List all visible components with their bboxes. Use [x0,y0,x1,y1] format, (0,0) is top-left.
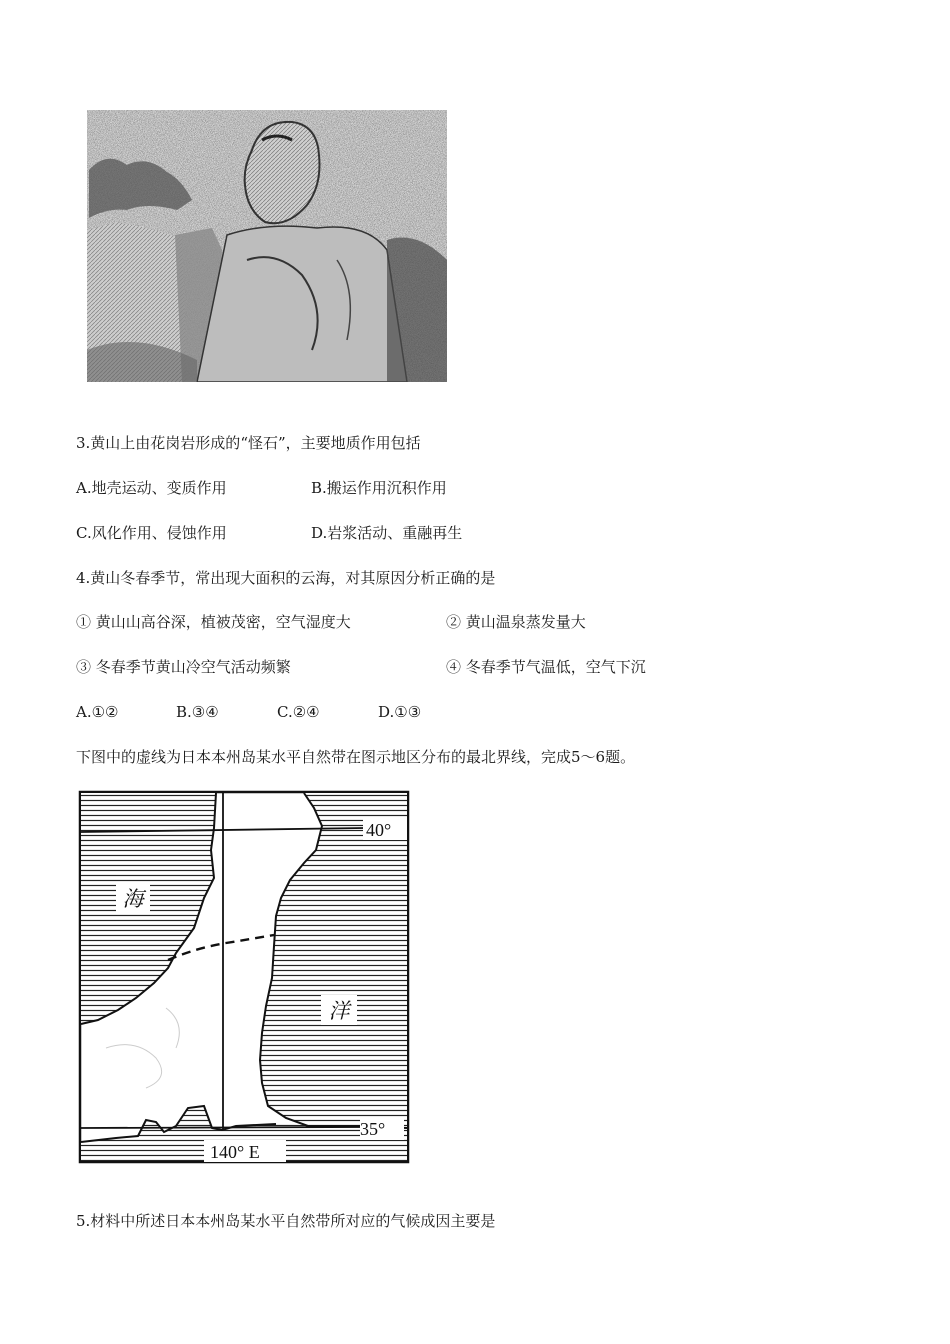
q4-item-2: ② 黄山温泉蒸发量大 [446,613,586,631]
huangshan-rock-photo [87,110,447,382]
question-4-stem: 4.黄山冬春季节，常出现大面积的云海，对其原因分析正确的是 [76,569,496,587]
parallel-35n [81,1127,366,1128]
q4-item-1: ① 黄山山高谷深，植被茂密，空气湿度大 [76,613,351,631]
q4-option-a: A.①② [76,703,119,721]
q4-item-3: ③ 冬春季节黄山冷空气活动频繁 [76,658,291,676]
sea-label: 海 [122,887,144,911]
q4-item-4: ④ 冬春季节气温低，空气下沉 [446,658,646,676]
q3-option-d: D.岩浆活动、重融再生 [311,524,463,542]
q3-option-b: B.搬运作用沉积作用 [311,479,447,497]
question-3-stem: 3.黄山上由花岗岩形成的“怪石”，主要地质作用包括 [76,434,421,452]
lon-140e-label: 140° E [210,1142,260,1162]
q4-option-c: C.②④ [277,703,320,721]
q4-option-b: B.③④ [176,703,219,721]
q4-option-d: D.①③ [378,703,422,721]
ocean-label: 洋 [328,999,350,1023]
intro-questions-5-6: 下图中的虚线为日本本州岛某水平自然带在图示地区分布的最北界线，完成5～6题。 [76,748,636,766]
q3-option-a: A.地壳运动、变质作用 [76,479,227,497]
lat-35-label: 35° [360,1119,386,1139]
question-5-stem: 5.材料中所述日本本州岛某水平自然带所对应的气候成因主要是 [76,1212,496,1230]
q3-option-c: C.风化作用、侵蚀作用 [76,524,227,542]
lat-40-label: 40° [366,820,392,840]
honshu-map [76,788,416,1168]
